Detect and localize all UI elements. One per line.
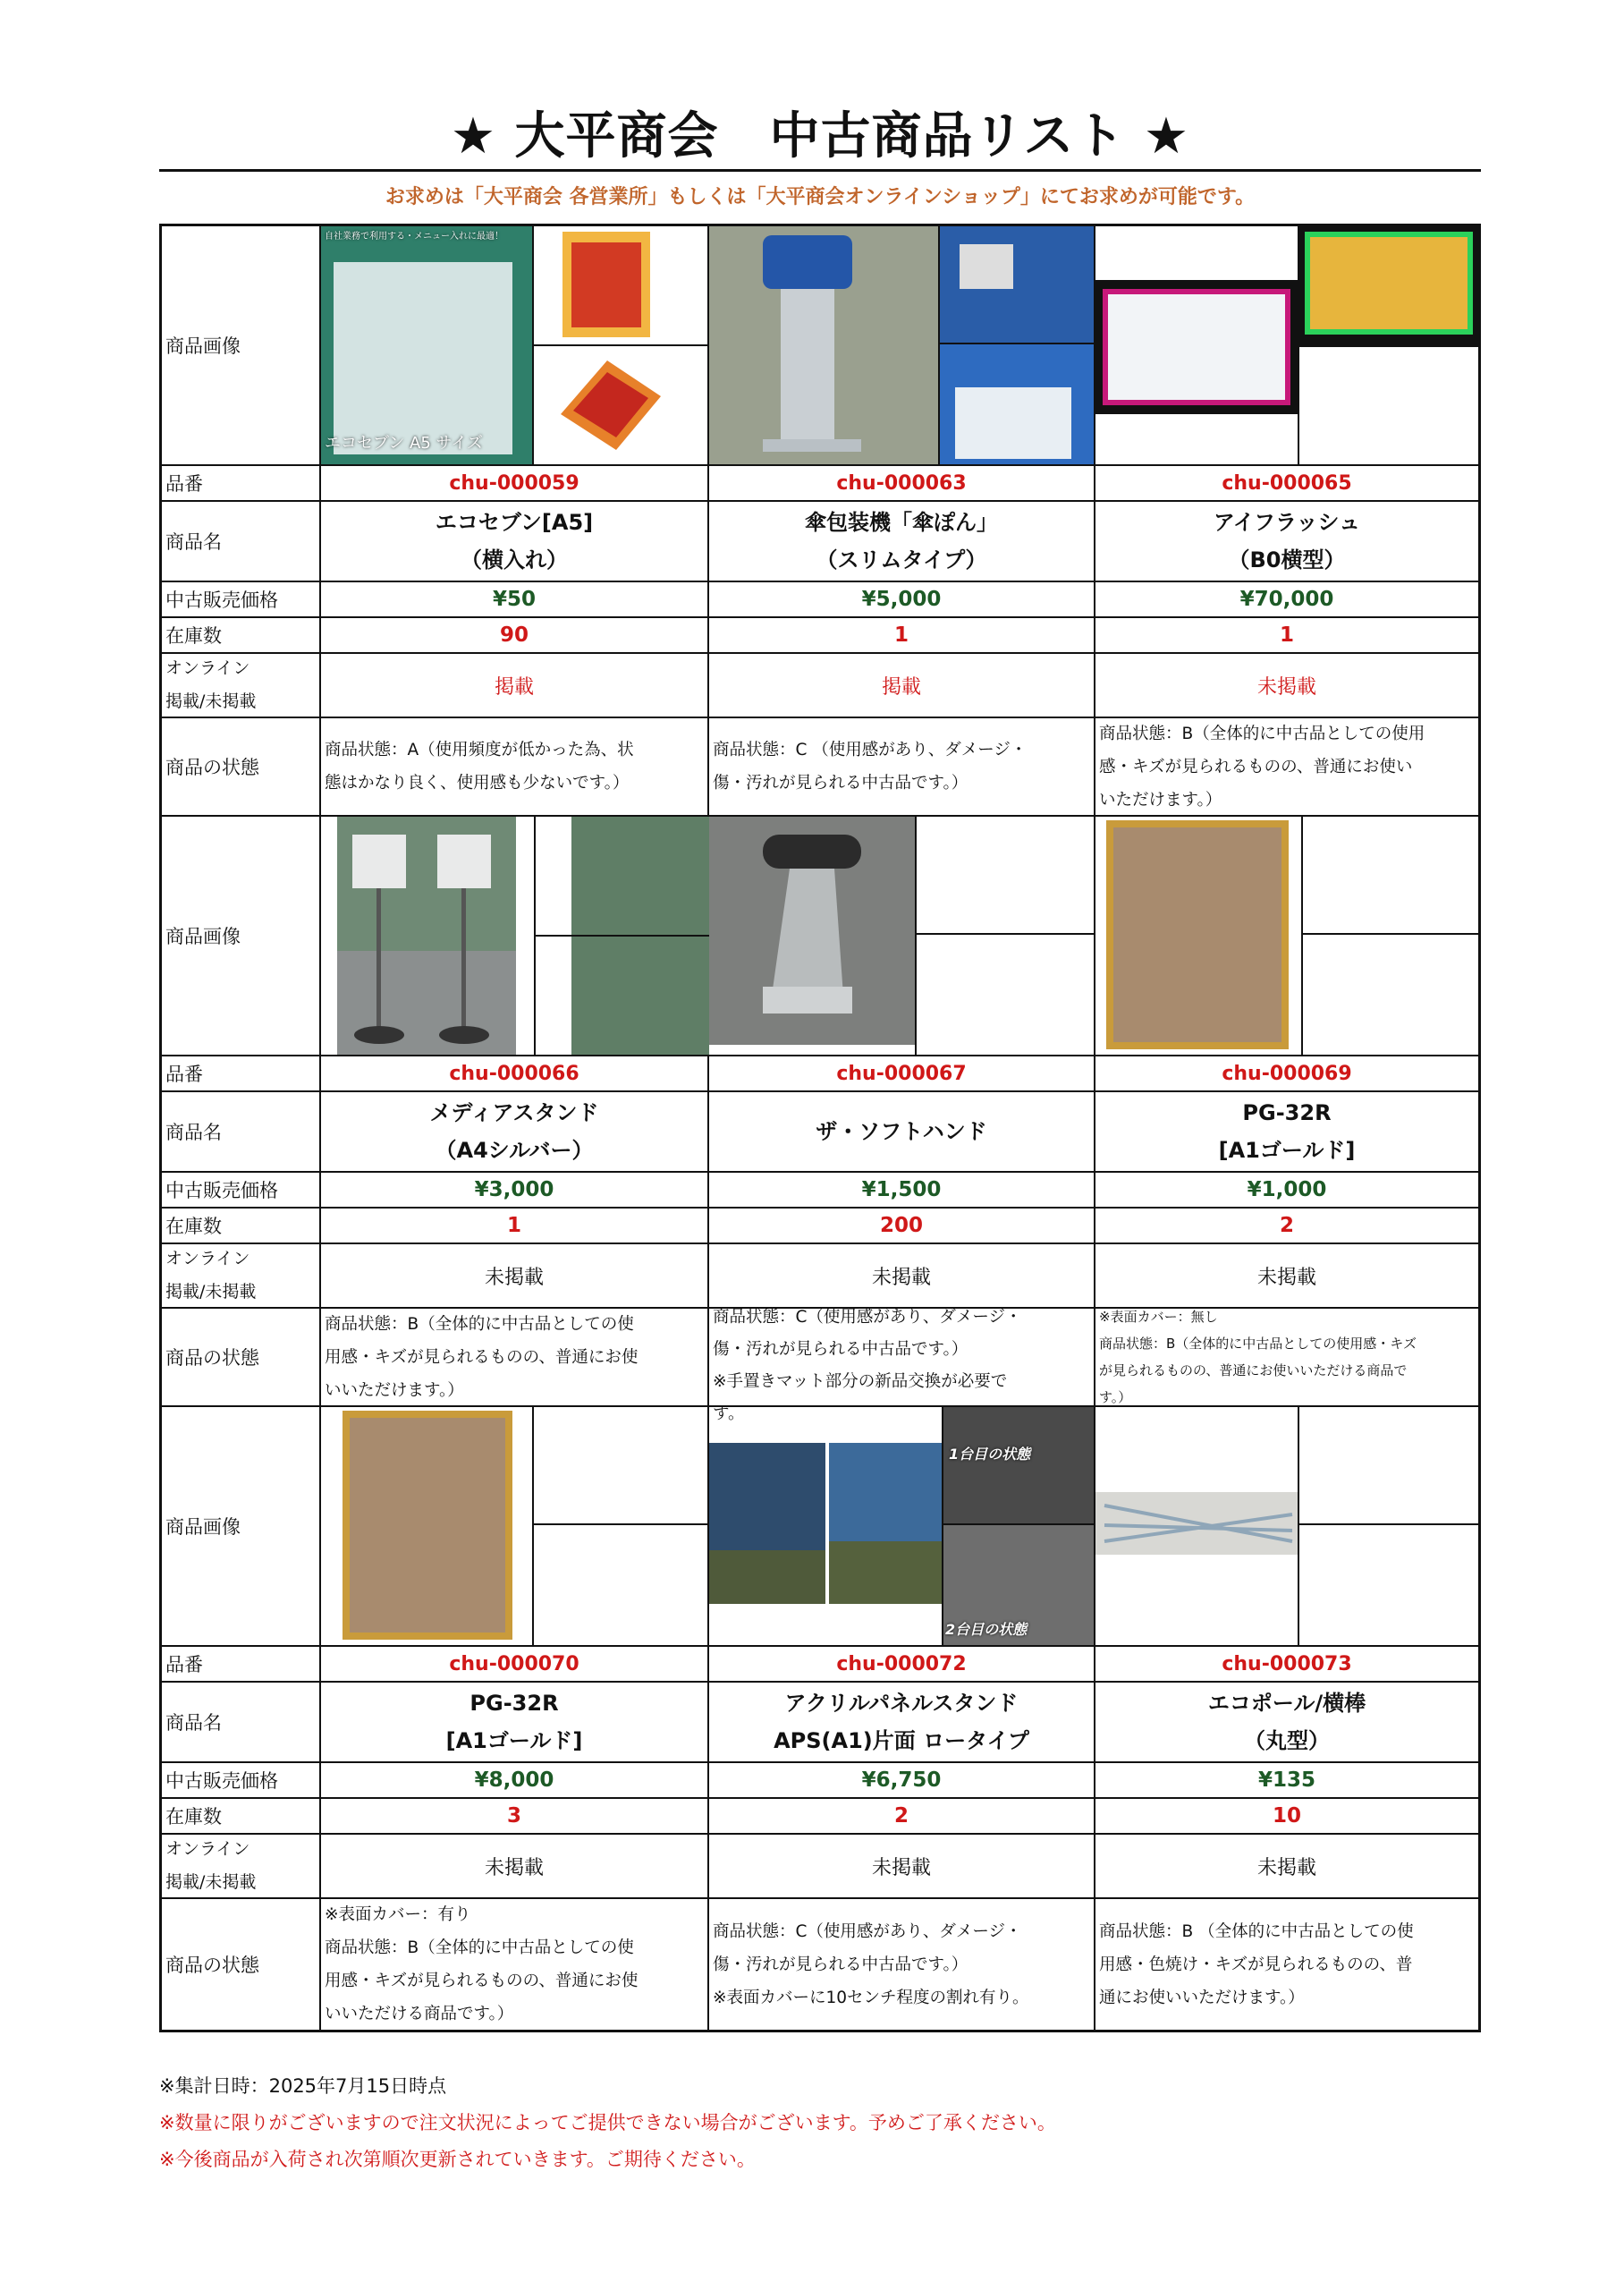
row-label-online <box>162 1835 321 1897</box>
product-online-status: 掲載 <box>321 654 709 717</box>
image-row <box>162 226 1478 464</box>
image-caption: 2台目の状態 <box>945 1621 1028 1638</box>
row-label-image: 商品画像 <box>162 1407 321 1645</box>
product-code: chu-000070 <box>321 1647 709 1681</box>
product-image-cell <box>1095 817 1478 1055</box>
row-label-price: 中古販売価格 <box>162 582 321 616</box>
product-image-soft-hand <box>709 817 1094 1055</box>
product-name: メディアスタンド （A4シルバー） <box>321 1092 709 1171</box>
product-price: ¥5,000 <box>709 582 1095 616</box>
image-row <box>162 1407 1478 1645</box>
row-label-condition: 商品の状態 <box>162 718 321 815</box>
row-label-stock: 在庫数 <box>162 1209 321 1243</box>
product-stock: 90 <box>321 618 709 652</box>
product-online-status: 掲載 <box>709 654 1095 717</box>
product-condition: 商品状態：B （全体的に中古品としての使 用感・色焼け・キズが見られるものの、普 通にお使いいただけます。） <box>1099 1921 1414 2007</box>
product-stock: 1 <box>709 618 1095 652</box>
product-name: PG-32R [A1ゴールド] <box>321 1683 709 1761</box>
product-block <box>162 1407 1478 2030</box>
product-price: ¥135 <box>1257 1768 1315 1792</box>
product-online-status: 未掲載 <box>1256 1266 1316 1289</box>
product-image-cell <box>321 817 709 1055</box>
product-stock: 10 <box>1272 1804 1301 1828</box>
product-price: ¥1,500 <box>709 1173 1095 1207</box>
product-code: chu-000069 <box>1222 1062 1352 1085</box>
row-label-online-line1: オンライン <box>165 1249 250 1268</box>
product-name: PG-32R [A1ゴールド] <box>1218 1100 1356 1163</box>
product-condition: ※表面カバー：有り 商品状態：B（全体的に中古品としての使 用感・キズが見られるものの、普通にお使 いいただける商品です。） <box>321 1899 709 2030</box>
product-block <box>162 226 1478 817</box>
row-label-stock: 在庫数 <box>162 1799 321 1833</box>
product-name: ザ・ソフトハンド <box>709 1092 1095 1171</box>
product-online-status: 未掲載 <box>1256 1856 1316 1879</box>
product-image-pg32r <box>1095 817 1478 1055</box>
footer-note-updates: ※今後商品が入荷され次第順次更新されていきます。ご期待ください。 <box>159 2149 756 2170</box>
product-image-cell <box>1095 1407 1478 1645</box>
product-image-cell <box>709 1407 1095 1645</box>
product-code: chu-000063 <box>709 466 1095 500</box>
product-price: ¥6,750 <box>709 1763 1095 1797</box>
product-image-cell <box>709 817 1095 1055</box>
product-block <box>162 817 1478 1423</box>
row-label-online-line1: オンライン <box>165 658 250 678</box>
image-caption: 自社業務で利用する・メニュー入れに最適！ <box>325 232 503 242</box>
page-title: ★ 大平商会 中古商品リスト ★ <box>450 107 1190 165</box>
product-condition: 商品状態：B（全体的に中古品としての使用 感・キズが見られるものの、普通にお使い いただけます。） <box>1099 724 1425 810</box>
product-condition: 商品状態：C（使用感があり、ダメージ・ 傷・汚れが見られる中古品です。） ※表面カバーに10センチ程度の割れ有り。 <box>709 1899 1095 2030</box>
title-underline <box>159 169 1481 172</box>
footer-notes <box>159 2068 1481 2178</box>
row-label-condition: 商品の状態 <box>162 1899 321 2030</box>
product-image-cell <box>1095 226 1478 464</box>
row-label-price: 中古販売価格 <box>162 1173 321 1207</box>
row-label-online-line2: 掲載/未掲載 <box>165 691 257 711</box>
product-condition: ※表面カバー：無し 商品状態：B（全体的に中古品としての使用感・キズ が見られるものの、普通にお使いいただける商品で す。） <box>1099 1309 1417 1405</box>
product-online-status: 未掲載 <box>709 1244 1095 1307</box>
product-name: アクリルパネルスタンド APS(A1)片面 ロータイプ <box>709 1683 1095 1761</box>
product-condition: 商品状態：A（使用頻度が低かった為、状 態はかなり良く、使用感も少ないです。） <box>321 718 709 815</box>
row-label-price: 中古販売価格 <box>162 1763 321 1797</box>
image-caption: 1台目の状態 <box>949 1446 1031 1463</box>
row-label-online-line1: オンライン <box>165 1839 250 1859</box>
product-condition: 商品状態：B（全体的に中古品としての使 用感・キズが見られるものの、普通にお使 いいただけます。） <box>321 1309 709 1405</box>
product-condition: 商品状態：C（使用感があり、ダメージ・ 傷・汚れが見られる中古品です。） ※手置きマット部分の新品交換が必要で す。 <box>709 1302 1095 1405</box>
product-image-media-stand <box>321 817 707 1055</box>
product-name: アイフラッシュ （B0横型） <box>1213 510 1361 572</box>
row-label-name: 商品名 <box>162 1683 321 1761</box>
row-label-image: 商品画像 <box>162 226 321 464</box>
row-label-online-line2: 掲載/未掲載 <box>165 1872 257 1892</box>
product-image-cell <box>321 1407 709 1645</box>
row-label-online <box>162 654 321 717</box>
product-image-cell <box>709 226 1095 464</box>
row-label-name: 商品名 <box>162 1092 321 1171</box>
product-image-cell <box>321 226 709 464</box>
row-label-online-line2: 掲載/未掲載 <box>165 1282 257 1302</box>
product-stock: 2 <box>1279 1214 1294 1237</box>
product-stock: 1 <box>321 1209 709 1243</box>
product-image-eco-pole <box>1095 1407 1478 1645</box>
row-label-stock: 在庫数 <box>162 618 321 652</box>
image-row <box>162 817 1478 1055</box>
product-price: ¥1,000 <box>1247 1178 1327 1201</box>
product-stock: 200 <box>709 1209 1095 1243</box>
row-label-condition: 商品の状態 <box>162 1309 321 1405</box>
product-image-pg32r <box>321 1407 707 1645</box>
footer-note-date: ※集計日時：2025年7月15日時点 <box>159 2075 447 2097</box>
product-online-status: 未掲載 <box>1256 675 1316 699</box>
product-name: エコセブン[A5] （横入れ） <box>321 502 709 581</box>
product-code: chu-000065 <box>1222 471 1352 495</box>
footer-note-quantity: ※数量に限りがございますので注文状況によってご提供できない場合がございます。予めご了承ください。 <box>159 2112 1056 2133</box>
product-price: ¥70,000 <box>1239 588 1334 611</box>
product-stock: 1 <box>1279 623 1294 647</box>
product-price: ¥8,000 <box>321 1763 709 1797</box>
product-online-status: 未掲載 <box>321 1835 709 1897</box>
row-label-name: 商品名 <box>162 502 321 581</box>
product-name: エコポール/横棒 （丸型） <box>1207 1691 1366 1753</box>
product-price: ¥50 <box>321 582 709 616</box>
product-image-acrylic-stand <box>709 1407 1094 1645</box>
page-subtitle: お求めは「大平商会 各営業所」もしくは「大平商会オンラインショップ」にてお求めが可能です。 <box>385 186 1256 208</box>
product-condition: 商品状態：C （使用感があり、ダメージ・ 傷・汚れが見られる中古品です。） <box>709 718 1095 815</box>
product-code: chu-000073 <box>1222 1652 1352 1675</box>
product-table <box>159 224 1481 2032</box>
product-code: chu-000067 <box>709 1056 1095 1090</box>
product-online-status: 未掲載 <box>709 1835 1095 1897</box>
product-price: ¥3,000 <box>321 1173 709 1207</box>
row-label-code: 品番 <box>162 466 321 500</box>
row-label-code: 品番 <box>162 1647 321 1681</box>
product-image-iflash <box>1095 226 1478 464</box>
product-image-kasapon <box>709 226 1094 464</box>
product-stock: 3 <box>321 1799 709 1833</box>
row-label-code: 品番 <box>162 1056 321 1090</box>
product-code: chu-000059 <box>321 466 709 500</box>
product-stock: 2 <box>709 1799 1095 1833</box>
row-label-online <box>162 1244 321 1307</box>
product-code: chu-000066 <box>321 1056 709 1090</box>
product-online-status: 未掲載 <box>321 1244 709 1307</box>
product-name: 傘包装機「傘ぽん」 （スリムタイプ） <box>709 502 1095 581</box>
product-image-ecoseven <box>321 226 707 464</box>
row-label-image: 商品画像 <box>162 817 321 1055</box>
image-caption: エコセブン A5 サイズ <box>325 434 484 453</box>
product-code: chu-000072 <box>709 1647 1095 1681</box>
